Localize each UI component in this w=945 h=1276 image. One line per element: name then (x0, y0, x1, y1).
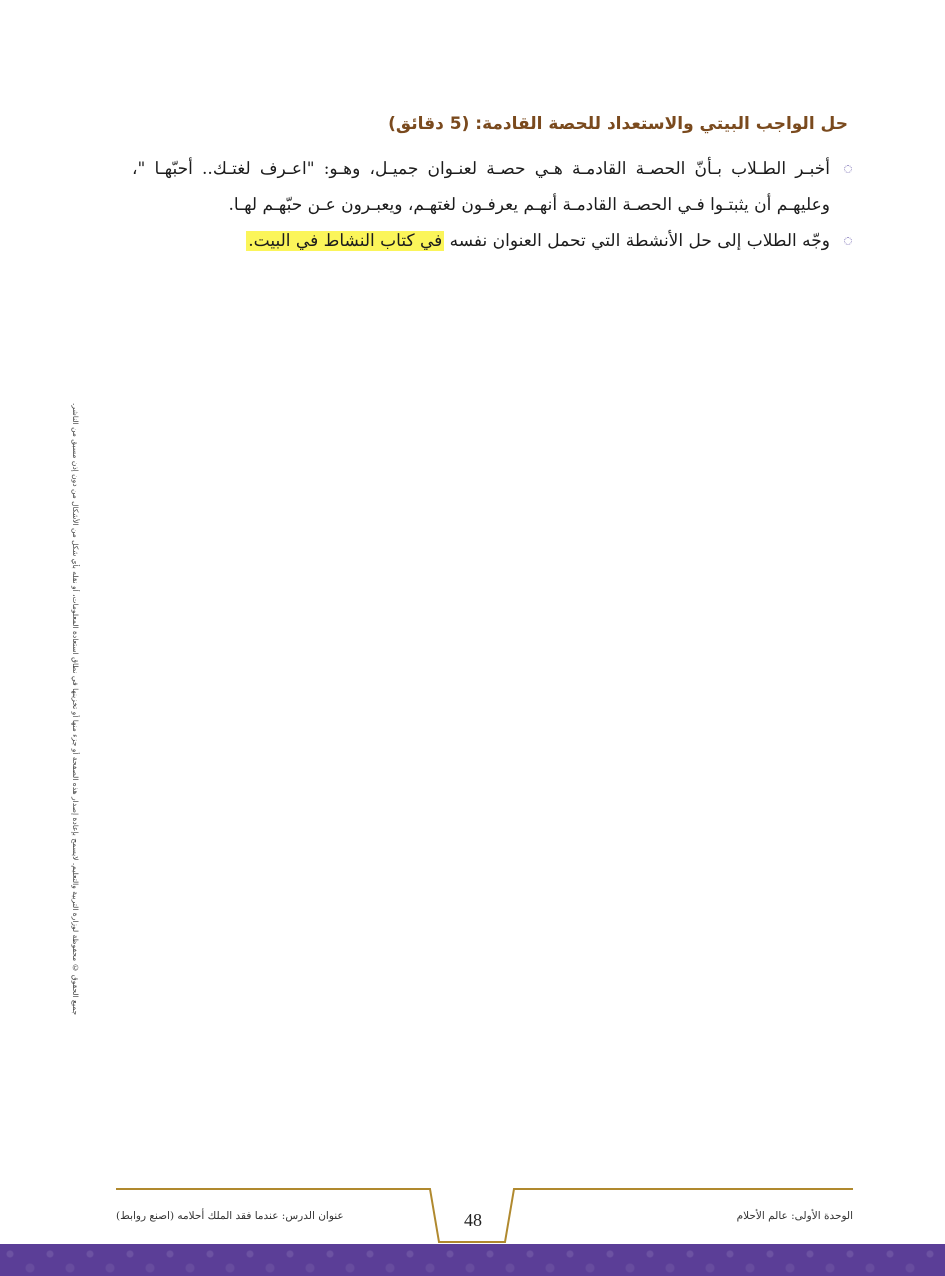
dotted-circle-bullet-icon (844, 165, 852, 173)
highlighted-text: في كتاب النشاط في البيت. (248, 231, 443, 251)
instruction-list (132, 151, 852, 259)
copyright-notice: جميع الحقوق © محفوظة لوزارة التربية والتعليم. لايسمح بإعادة إصدار هذه الصفحة أو جزء منها أو تخزينها في نطاق استعادة المعلومات، أو نقله بأي شكل من الأشكال من دون إذن مسبق من الناشر. (71, 402, 80, 1015)
dotted-circle-bullet-icon (844, 237, 852, 245)
footer-unit-title: الوحدة الأولى: عالم الأحلام (736, 1210, 853, 1222)
bullet-text: أخبـر الطـلاب بـأنّ الحصـة القادمـة هـي حصـة لعنـوان جميـل، وهـو: "اعـرف لغتـك.. أحبّهـا "، وعليهـم أن يثبتـوا فـي الحصـة القادمـة أنهـم يعرفـون لغتهـم، ويعبـرون عـن حبّهـم لهـا. (132, 159, 830, 215)
list-item (132, 223, 852, 259)
decorative-bottom-band (0, 1244, 945, 1276)
list-item (132, 151, 852, 223)
section-heading: حل الواجب البيتي والاستعداد للحصة القادمة: (5 دقائق) (388, 114, 848, 134)
footer-lesson-title: عنوان الدرس: عندما فقد الملك أحلامه (اصنع روابط) (116, 1210, 344, 1222)
bullet-text: وجّه الطلاب إلى حل الأنشطة التي تحمل العنوان نفسه (444, 231, 830, 251)
page-number: 48 (464, 1210, 482, 1230)
